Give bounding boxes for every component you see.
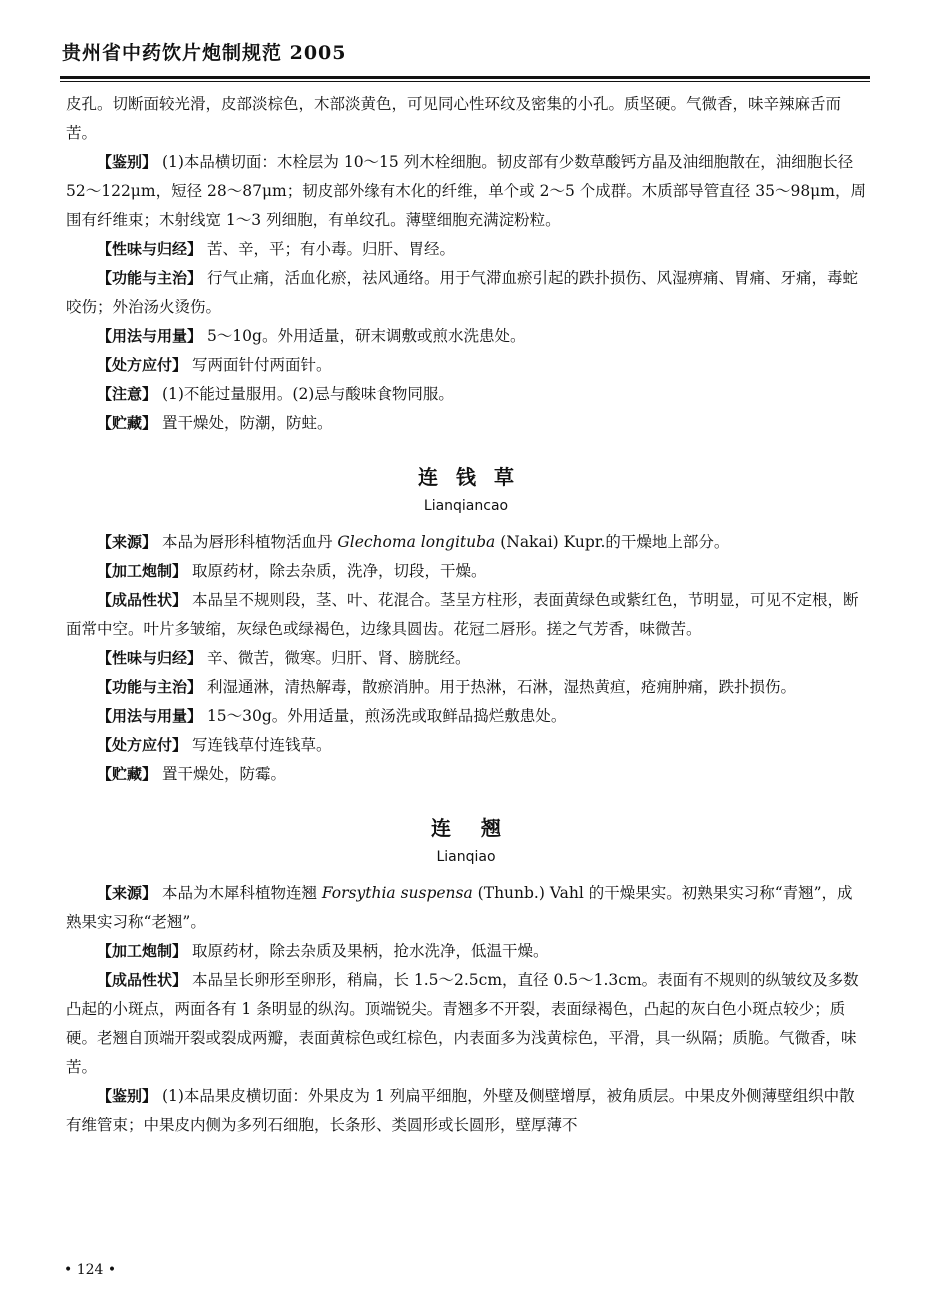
section-label: 【用法与用量】 [97,707,203,725]
section-gap [66,438,866,450]
entry-product-description [66,586,866,644]
section-text: (1)本品横切面：木栓层为 10～15 列木栓细胞。韧皮部有少数草酸钙方晶及油细胞散在，油细胞长径 52～122μm，短径 28～87μm；韧皮部外缘有木化的纤维，单个或 2～5 个成群。木质部导管直径 35～98μm，周围有纤维束；木射线宽 1～3 列细胞，有单纹孔。薄壁细胞充满淀粉粒。 [66,153,866,229]
section-text: 行气止痛，活血化瘀，祛风通络。用于气滞血瘀引起的跌扑损伤、风湿痹痛、胃痛、牙痛，毒蛇咬伤；外治汤火烫伤。 [66,269,858,316]
entry-source [66,528,866,557]
continued-prescription [66,351,866,380]
section-text: 15～30g。外用适量，煎汤洗或取鲜品捣烂敷患处。 [202,707,567,725]
entry-product-description [66,966,866,1082]
section-text: 取原药材，除去杂质及果柄，抢水洗净，低温干燥。 [187,942,549,960]
section-label: 【功能与主治】 [97,678,203,696]
latin-name: Glechoma longituba [337,533,496,551]
section-text: 本品呈不规则段，茎、叶、花混合。茎呈方柱形，表面黄绿色或紫红色，节明显，可见不定根，断面常中空。叶片多皱缩，灰绿色或绿褐色，边缘具圆齿。花冠二唇形。搓之气芳香，味微苦。 [66,591,859,638]
entry-storage [66,760,866,789]
entry-source [66,879,866,937]
continued-caution [66,380,866,409]
page-number: • 124 • [64,1262,117,1278]
section-text: 写两面针付两面针。 [187,356,332,374]
section-text: 本品呈长卵形至卵形，稍扁，长 1.5～2.5cm，直径 0.5～1.3cm。表面有不规则的纵皱纹及多数凸起的小斑点，两面各有 1 条明显的纵沟。顶端锐尖。青翘多不开裂，表面绿褐色，凸起的灰白色小斑点较少；质硬。老翘自顶端开裂或裂成两瓣，表面黄棕色或红棕色，内表面多为浅黄棕色，平滑，具一纵隔；质脆。气微香，味苦。 [66,971,859,1076]
section-label: 【功能与主治】 [97,269,203,287]
section-text: 5～10g。外用适量，研末调敷或煎水洗患处。 [202,327,526,345]
continued-description: 皮孔。切断面较光滑，皮部淡棕色，木部淡黄色，可见同心性环纹及密集的小孔。质坚硬。气微香，味辛辣麻舌而苦。 [66,95,842,142]
section-label: 【贮藏】 [97,765,158,783]
section-text: 置干燥处，防潮，防蛀。 [157,414,333,432]
section-label: 【注意】 [97,385,158,403]
entry-function [66,673,866,702]
section-label: 【成品性状】 [97,591,188,609]
section-label: 【用法与用量】 [97,327,203,345]
section-label: 【鉴别】 [97,1087,158,1105]
continued-usage [66,322,866,351]
section-label: 【性味与归经】 [97,240,203,258]
section-label: 【来源】 [97,884,158,902]
entry-nature [66,644,866,673]
entry-pinyin: Lianqiao [436,849,496,865]
section-text: (1)本品果皮横切面：外果皮为 1 列扁平细胞，外壁及侧壁增厚，被角质层。中果皮外侧薄壁组织中散有维管束；中果皮内侧为多列石细胞，长条形、类圆形或长圆形，壁厚薄不 [66,1087,855,1134]
section-gap [66,789,866,801]
entry-processing [66,557,866,586]
section-text: 苦、辛，平；有小毒。归肝、胃经。 [202,240,455,258]
section-text: 置干燥处，防霉。 [157,765,286,783]
section-text: (Nakai) Kupr.的干燥地上部分。 [495,533,730,551]
page-body [66,90,866,1140]
section-label: 【加工炮制】 [97,942,188,960]
section-label: 【加工炮制】 [97,562,188,580]
section-text: (1)不能过量服用。(2)忌与酸味食物同服。 [157,385,454,403]
entry-prescription [66,731,866,760]
section-label: 【性味与归经】 [97,649,203,667]
continued-storage [66,409,866,438]
entry-identification [66,1082,866,1140]
section-text: 辛、微苦，微寒。归肝、肾、膀胱经。 [202,649,471,667]
section-text: 取原药材，除去杂质，洗净，切段，干燥。 [187,562,487,580]
continued-function [66,264,866,322]
entry-pinyin: Lianqiancao [423,498,509,514]
header-rule [60,76,870,82]
section-text: (Thunb.) Vahl 的干燥果实。初熟果实习称“青翘”，成熟果实习称“老翘”。 [66,884,853,931]
entry-title: 连钱草 [418,465,532,489]
section-text: 本品为木犀科植物连翘 [157,884,322,902]
entry-title: 连翘 [431,816,531,840]
section-label: 【鉴别】 [97,153,158,171]
section-label: 【处方应付】 [97,736,188,754]
continued-nature [66,235,866,264]
section-text: 利湿通淋，清热解毒，散瘀消肿。用于热淋，石淋，湿热黄疸，疮痈肿痛，跌扑损伤。 [202,678,796,696]
continued-identification [66,148,866,235]
section-label: 【来源】 [97,533,158,551]
entry-usage [66,702,866,731]
section-label: 【贮藏】 [97,414,158,432]
latin-name: Forsythia suspensa [321,884,473,902]
entry-processing [66,937,866,966]
section-text: 本品为唇形科植物活血丹 [157,533,338,551]
running-header: 贵州省中药饮片炮制规范 2005 [62,42,347,64]
section-text: 写连钱草付连钱草。 [187,736,332,754]
section-label: 【处方应付】 [97,356,188,374]
section-label: 【成品性状】 [97,971,188,989]
